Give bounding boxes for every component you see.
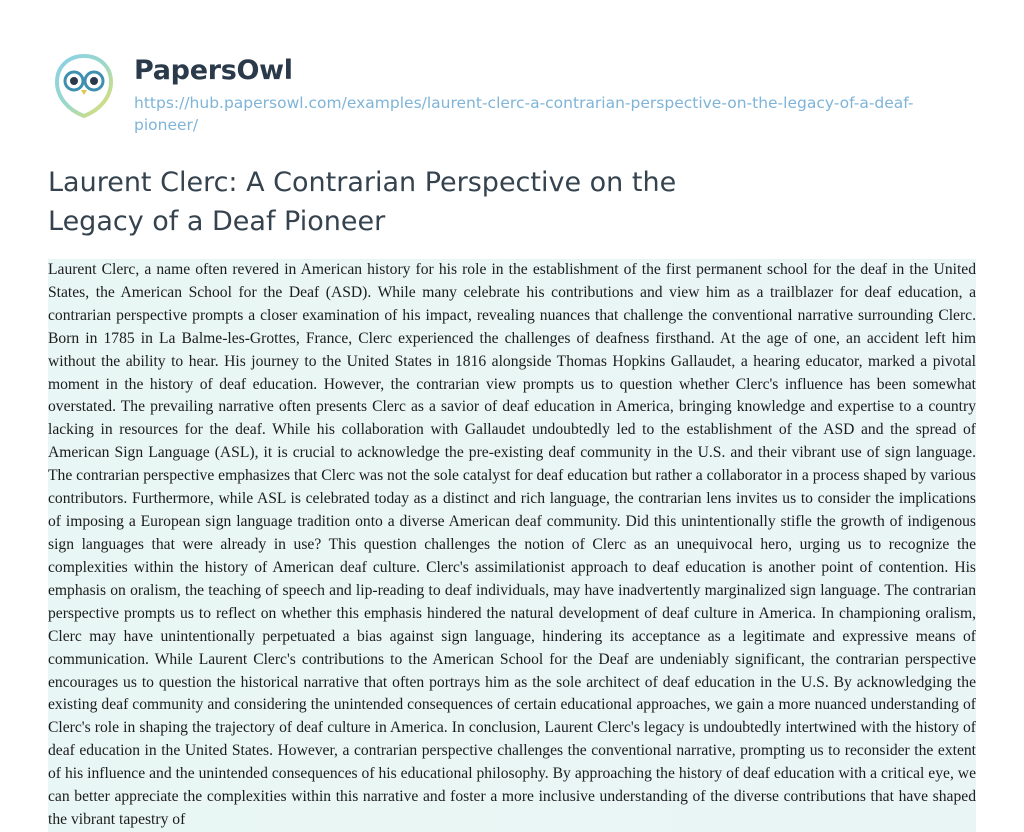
brand-name: PapersOwl	[134, 55, 293, 86]
page-title: Laurent Clerc: A Contrarian Perspective on the Legacy of a Deaf Pioneer	[48, 166, 677, 237]
brand-block	[134, 50, 934, 137]
site-header	[0, 0, 1024, 137]
article-body: Laurent Clerc, a name often revered in American history for his role in the establishment of the first permanent school for the deaf in the United States, the American School for the Deaf (ASD). While many celebrate his contributions and view him as a trailblazer for deaf education, a contrarian perspective prompts a closer examination of his impact, revealing nuances that challenge the conventional narrative surrounding Clerc. Born in 1785 in La Balme-les-Grottes, France, Clerc experienced the challenges of deafness firsthand. At the age of one, an accident left him without the ability to hear. His journey to the United States in 1816 alongside Thomas Hopkins Gallaudet, a hearing educator, marked a pivotal moment in the history of deaf education. However, the contrarian view prompts us to question whether Clerc's influence has been somewhat overstated. The prevailing narrative often presents Clerc as a savior of deaf education in America, bringing knowledge and expertise to a country lacking in resources for the deaf. While his collaboration with Gallaudet undoubtedly led to the establishment of the ASD and the spread of American Sign Language (ASL), it is crucial to acknowledge the pre-existing deaf community in the U.S. and their vibrant use of sign language. The contrarian perspective emphasizes that Clerc was not the sole catalyst for deaf education but rather a collaborator in a process shaped by various contributors. Furthermore, while ASL is celebrated today as a distinct and rich language, the contrarian lens invites us to consider the implications of imposing a European sign language tradition onto a diverse American deaf community. Did this unintentionally stifle the growth of indigenous sign languages that were already in use? This question challenges the notion of Clerc as an unequivocal hero, urging us to recognize the complexities within the history of American deaf culture. Clerc's assimilationist approach to deaf education is another point of contention. His emphasis on oralism, the teaching of speech and lip-reading to deaf individuals, may have inadvertently marginalized sign language. The contrarian perspective prompts us to reflect on whether this emphasis hindered the natural development of deaf culture in America. In championing oralism, Clerc may have unintentionally perpetuated a bias against sign language, hindering its acceptance as a legitimate and expressive means of communication. While Laurent Clerc's contributions to the American School for the Deaf are undeniably significant, the contrarian perspective encourages us to question the historical narrative that often portrays him as the sole architect of deaf education in the U.S. By acknowledging the existing deaf community and considering the unintended consequences of certain educational approaches, we gain a more nuanced understanding of Clerc's role in shaping the trajectory of deaf culture in America. In conclusion, Laurent Clerc's legacy is undoubtedly intertwined with the history of deaf education in the United States. However, a contrarian perspective challenges the conventional narrative, prompting us to reconsider the extent of his influence and the unintended consequences of his educational philosophy. By approaching the history of deaf education with a critical eye, we can better appreciate the complexities within this narrative and foster a more inclusive understanding of the diverse contributions that have shaped the vibrant tapestry of	[48, 259, 976, 832]
owl-logo-icon	[48, 50, 120, 122]
source-url[interactable]: https://hub.papersowl.com/examples/laurent-clerc-a-contrarian-perspective-on-the-legacy-of-a-deaf-pioneer/	[134, 93, 914, 135]
